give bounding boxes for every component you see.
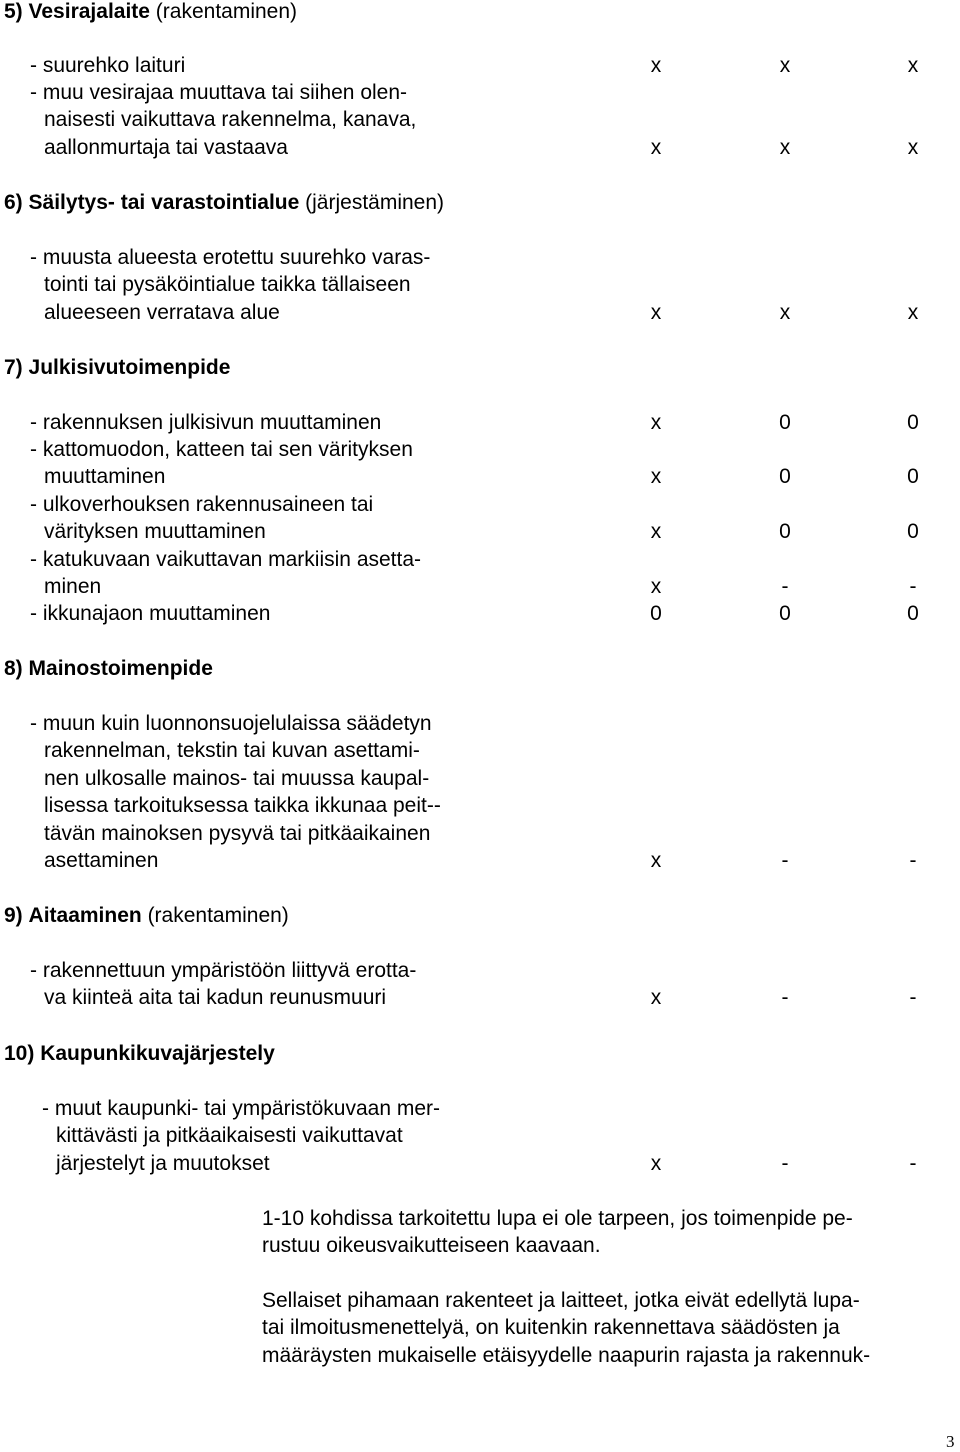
column-mark: - [781,986,789,1010]
column-mark: x [650,54,662,77]
column-mark: x [650,849,662,872]
column-mark: x [907,54,919,77]
section-heading [4,355,230,381]
section-heading [4,190,444,216]
section-title: Vesirajalaite [28,0,150,23]
column-mark: 0 [779,411,791,434]
column-mark: x [650,300,662,324]
column-mark: x [650,1151,662,1175]
column-mark: - [909,986,917,1010]
column-mark: x [779,300,791,324]
section-number: 8) [4,657,23,680]
item-text-line: kittävästi ja pitkäaikaisesti vaikuttavat [56,1124,403,1148]
column-mark: 0 [907,520,919,544]
item-text-line: tävän mainoksen pysyvä tai pitkäaikainen [44,821,431,845]
section-heading [4,1041,275,1067]
item-text-line: naisesti vaikuttava rakennelma, kanava, [44,108,417,132]
item-text-line: - muusta alueesta erotettu suurehko varas- [30,246,431,269]
column-mark: x [650,465,662,489]
item-text-line: rakennelman, tekstin tai kuvan asettami- [44,739,420,763]
item-text-line: nen ulkosalle mainos- tai muussa kaupal- [44,766,430,790]
section-title: Aitaaminen [28,904,142,927]
column-mark: - [781,575,789,599]
column-mark: 0 [907,411,919,434]
note-text-line: Sellaiset pihamaan rakenteet ja laitteet, jotka eivät edellytä lupa- [262,1289,860,1312]
section-number: 10) [4,1042,35,1065]
column-mark: 0 [907,465,919,489]
item-text-line: värityksen muuttaminen [44,520,266,544]
item-text-line: lisessa tarkoituksessa taikka ikkunaa peit-- [44,794,441,818]
section-number: 6) [4,191,23,214]
section-title: Julkisivutoimenpide [28,356,231,379]
section-title-qualifier: (rakentaminen) [149,0,298,23]
column-mark: x [779,135,791,159]
item-text-line: järjestelyt ja muutokset [56,1151,270,1175]
column-mark: x [650,575,662,599]
item-text-line: - katukuvaan vaikuttavan markiisin asetta- [30,548,422,571]
page-number: 3 [946,1432,955,1451]
section-heading [4,0,297,25]
section-title: Mainostoimenpide [28,657,213,680]
column-mark: x [650,520,662,544]
note-text-line: tai ilmoitusmenettelyä, on kuitenkin rakennettava säädösten ja [262,1316,840,1340]
section-title: Säilytys- tai varastointialue [28,191,300,214]
item-text-line: - ulkoverhouksen rakennusaineen tai [30,493,374,516]
column-mark: x [650,986,662,1010]
item-text-line: - suurehko laituri [30,54,186,77]
item-text-line: asettaminen [44,849,159,872]
column-mark: x [650,411,662,434]
item-text-line: aallonmurtaja tai vastaava [44,135,288,159]
item-text-line: muuttaminen [44,465,166,489]
item-text-line: - ikkunajaon muuttaminen [30,602,271,625]
column-mark: x [650,135,662,159]
item-text-line: minen [44,575,102,599]
item-text-line: - muun kuin luonnonsuojelulaissa säädetyn [30,712,432,735]
column-mark: - [909,1151,917,1175]
note-text-line: rustuu oikeusvaikutteiseen kaavaan. [262,1234,601,1258]
item-text-line: alueeseen verratava alue [44,300,280,324]
item-text-line: - kattomuodon, katteen tai sen värityksen [30,438,413,461]
item-text-line: - muu vesirajaa muuttava tai siihen olen- [30,81,408,104]
note-text-line: 1-10 kohdissa tarkoitettu lupa ei ole tarpeen, jos toimenpide pe- [262,1207,853,1230]
column-mark: 0 [779,465,791,489]
section-number: 7) [4,356,23,379]
item-text-line: tointi tai pysäköintialue taikka tällaiseen [44,273,411,297]
column-mark: 0 [779,602,791,625]
column-mark: - [909,849,917,872]
section-number: 9) [4,904,23,927]
column-mark: 0 [907,602,919,625]
section-title-qualifier: (järjestäminen) [299,191,445,214]
column-mark: x [907,135,919,159]
column-mark: - [781,1151,789,1175]
section-heading [4,903,289,929]
section-title-qualifier: (rakentaminen) [141,904,289,927]
column-mark: 0 [650,602,662,625]
column-mark: - [909,575,917,599]
item-text-line: - rakennuksen julkisivun muuttaminen [30,411,382,434]
section-number: 5) [4,0,23,23]
column-mark: 0 [779,520,791,544]
section-heading [4,656,213,682]
item-text-line: - muut kaupunki- tai ympäristökuvaan mer- [42,1097,440,1120]
note-text-line: määräysten mukaiselle etäisyydelle naapurin rajasta ja rakennuk- [262,1343,871,1367]
item-text-line: va kiinteä aita tai kadun reunusmuuri [44,986,387,1010]
column-mark: x [779,54,791,77]
item-text-line: - rakennettuun ympäristöön liittyvä erotta- [30,959,417,982]
column-mark: - [781,849,789,872]
section-title: Kaupunkikuvajärjestely [40,1042,275,1065]
column-mark: x [907,300,919,324]
